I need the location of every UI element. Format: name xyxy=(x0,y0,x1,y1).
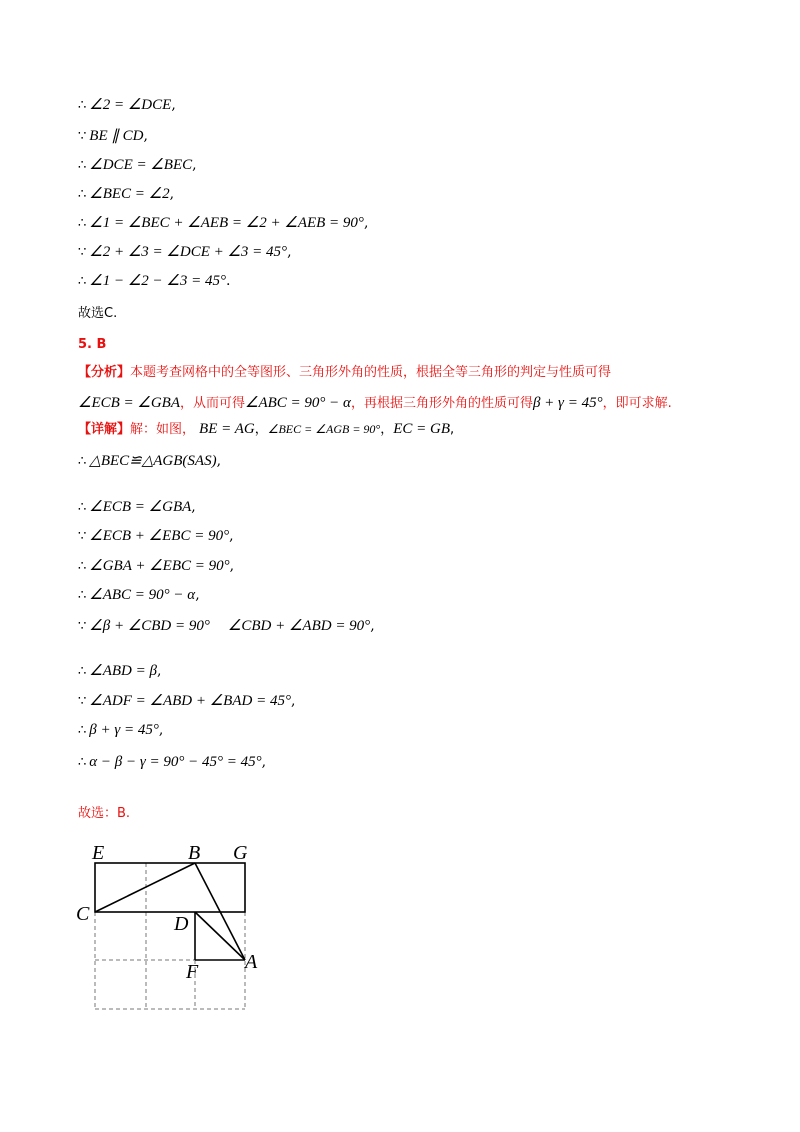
punct: . xyxy=(226,273,231,289)
analysis-text: 本题考查网格中的全等图形、三角形外角的性质，根据全等三角形的判定与性质可得 xyxy=(130,365,612,380)
analysis-text: ，再根据三角形外角的性质可得 xyxy=(350,396,533,411)
label-a: A xyxy=(245,951,258,973)
proof-line xyxy=(78,127,148,146)
label-b: B xyxy=(188,842,201,864)
math-expr: ∠BEC = ∠AGB = 90° xyxy=(267,422,381,436)
math-expr: ∠1 = ∠BEC + ∠AEB = ∠2 + ∠AEB = 90° xyxy=(89,215,364,231)
therefore-symbol: ∴ xyxy=(78,98,87,113)
math-expr: ∠GBA + ∠EBC = 90° xyxy=(89,558,230,574)
proof-line xyxy=(78,721,163,740)
punct: , xyxy=(171,97,176,113)
math-expr: β + γ = 45° xyxy=(532,395,603,411)
math-expr: EC = GB xyxy=(393,421,451,437)
label-f: F xyxy=(186,961,199,983)
punct: , xyxy=(261,754,267,770)
proof-line xyxy=(78,185,174,204)
proof-line xyxy=(78,272,230,291)
because-symbol: ∵ xyxy=(78,129,87,144)
punct: , xyxy=(191,499,196,515)
math-expr: ∠BEC = ∠2 xyxy=(89,186,170,202)
math-expr: ∠ABC = 90° − α xyxy=(89,587,196,603)
label-g: G xyxy=(233,842,248,864)
answer-choice-b: 故选：B. xyxy=(78,806,131,821)
punct: , xyxy=(290,693,296,709)
therefore-symbol: ∴ xyxy=(78,216,87,231)
grid-lines xyxy=(95,863,245,1009)
punct: , xyxy=(169,186,175,202)
proof-line xyxy=(78,498,196,517)
math-expr: ∠2 = ∠DCE xyxy=(89,97,172,113)
punct: , xyxy=(195,587,200,603)
math-expr: ∠β + ∠CBD = 90° xyxy=(89,618,210,634)
math-expr: BE = AG xyxy=(199,421,255,437)
geometry-figure xyxy=(70,838,270,1018)
proof-line xyxy=(78,753,266,772)
because-symbol: ∵ xyxy=(78,529,87,544)
therefore-symbol: ∴ xyxy=(78,454,87,469)
detail-line: 【详解】解：如图， BE = AG，∠BEC = ∠AGB = 90°，EC = GB, xyxy=(78,421,455,437)
punct: , xyxy=(192,157,197,173)
punct: , xyxy=(156,663,162,679)
analysis-tag: 【分析】 xyxy=(78,365,131,380)
math-expr: ∠ABD = β xyxy=(89,663,157,679)
analysis-text: ，从而可得 xyxy=(180,396,246,411)
proof-line xyxy=(78,156,197,175)
math-expr: ∠ABC = 90° − α xyxy=(245,395,351,411)
label-d: D xyxy=(174,913,189,935)
therefore-symbol: ∴ xyxy=(78,755,87,770)
proof-line xyxy=(78,617,375,636)
question-number: 5. B xyxy=(78,337,107,352)
therefore-symbol: ∴ xyxy=(78,723,87,738)
because-symbol: ∵ xyxy=(78,694,87,709)
math-expr: α − β − γ = 90° − 45° = 45° xyxy=(89,754,262,770)
proof-line xyxy=(78,452,221,471)
proof-line xyxy=(78,214,368,233)
math-expr: ∠1 − ∠2 − ∠3 = 45° xyxy=(89,273,226,289)
therefore-symbol: ∴ xyxy=(78,274,87,289)
analysis-line xyxy=(78,364,611,382)
punct: , xyxy=(143,128,148,144)
proof-line xyxy=(78,586,200,605)
therefore-symbol: ∴ xyxy=(78,588,87,603)
therefore-symbol: ∴ xyxy=(78,500,87,515)
detail-text: 解：如图， xyxy=(130,422,196,437)
proof-line xyxy=(78,527,234,546)
math-expr: ∠ECB = ∠GBA xyxy=(89,499,192,515)
label-e: E xyxy=(92,842,105,864)
because-symbol: ∵ xyxy=(78,245,87,260)
label-c: C xyxy=(76,903,90,925)
proof-line xyxy=(78,692,295,711)
math-expr: ∠2 + ∠3 = ∠DCE + ∠3 = 45° xyxy=(89,244,288,260)
math-expr: β + γ = 45° xyxy=(89,722,159,738)
figure-solid-lines xyxy=(95,863,245,960)
proof-line xyxy=(78,243,292,262)
punct: , xyxy=(370,618,375,634)
because-symbol: ∵ xyxy=(78,619,87,634)
analysis-line-2 xyxy=(78,394,672,413)
proof-line xyxy=(78,96,176,115)
proof-line xyxy=(78,662,161,681)
math-expr: △BEC≌△AGB(SAS) xyxy=(89,453,217,469)
math-expr: ∠CBD + ∠ABD = 90° xyxy=(227,618,371,634)
therefore-symbol: ∴ xyxy=(78,664,87,679)
analysis-text: ，即可求解. xyxy=(602,396,672,411)
therefore-symbol: ∴ xyxy=(78,187,87,202)
punct: , xyxy=(363,215,369,231)
punct: , xyxy=(216,453,222,469)
punct: , xyxy=(229,558,235,574)
proof-line xyxy=(78,557,234,576)
math-expr: ∠ECB + ∠EBC = 90° xyxy=(89,528,230,544)
therefore-symbol: ∴ xyxy=(78,559,87,574)
math-expr: ∠ECB = ∠GBA xyxy=(78,395,181,411)
therefore-symbol: ∴ xyxy=(78,158,87,173)
answer-choice-c: 故选C. xyxy=(78,306,118,321)
math-expr: BE ∥ CD xyxy=(89,128,144,144)
punct: , xyxy=(450,422,455,437)
punct: , xyxy=(229,528,234,544)
punct: , xyxy=(287,244,292,260)
math-expr: ∠ADF = ∠ABD + ∠BAD = 45° xyxy=(89,693,291,709)
punct: , xyxy=(158,722,164,738)
math-expr: ∠DCE = ∠BEC xyxy=(89,157,193,173)
detail-tag: 【详解】 xyxy=(78,422,131,437)
